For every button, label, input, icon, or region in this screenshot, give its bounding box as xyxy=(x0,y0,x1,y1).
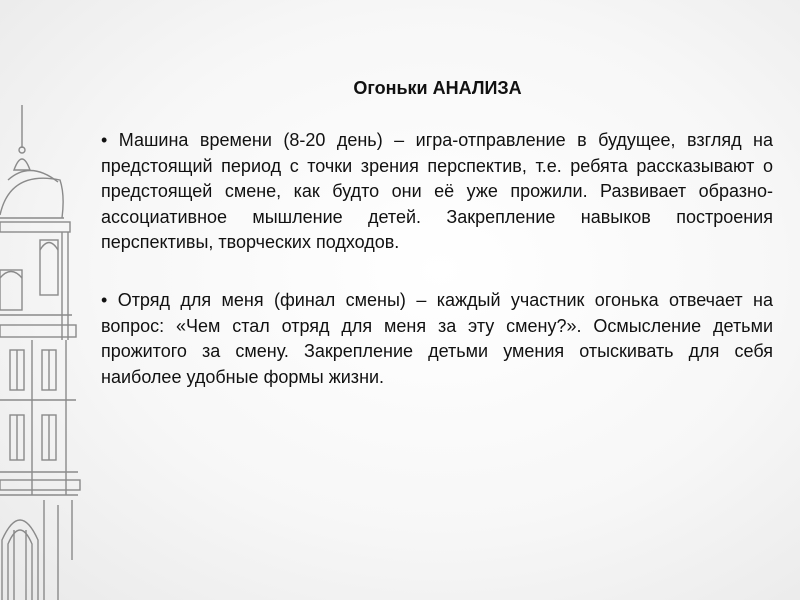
paragraph-time-machine: • Машина времени (8-20 день) – игра-отправление в будущее, взгляд на предстоящий период с точки зрения перспектив, т.е. ребята рассказывают о предстоящей смене, как будто они её уже прожили. Развивает образно-ассоциативное мышление детей. Закрепление навыков построения перспективы, творческих подходов. xyxy=(101,130,773,252)
paragraph-squad-for-me: • Отряд для меня (финал смены) – каждый участник огонька отвечает на вопрос: «Чем стал отряд для меня за эту смену?». Осмысление детьми прожитого за смену. Закрепление детьми умения отыскивать для себя наиболее удобные формы жизни. xyxy=(101,290,773,387)
slide-title: Огоньки АНАЛИЗА xyxy=(353,78,522,98)
building-illustration-icon xyxy=(0,100,92,600)
